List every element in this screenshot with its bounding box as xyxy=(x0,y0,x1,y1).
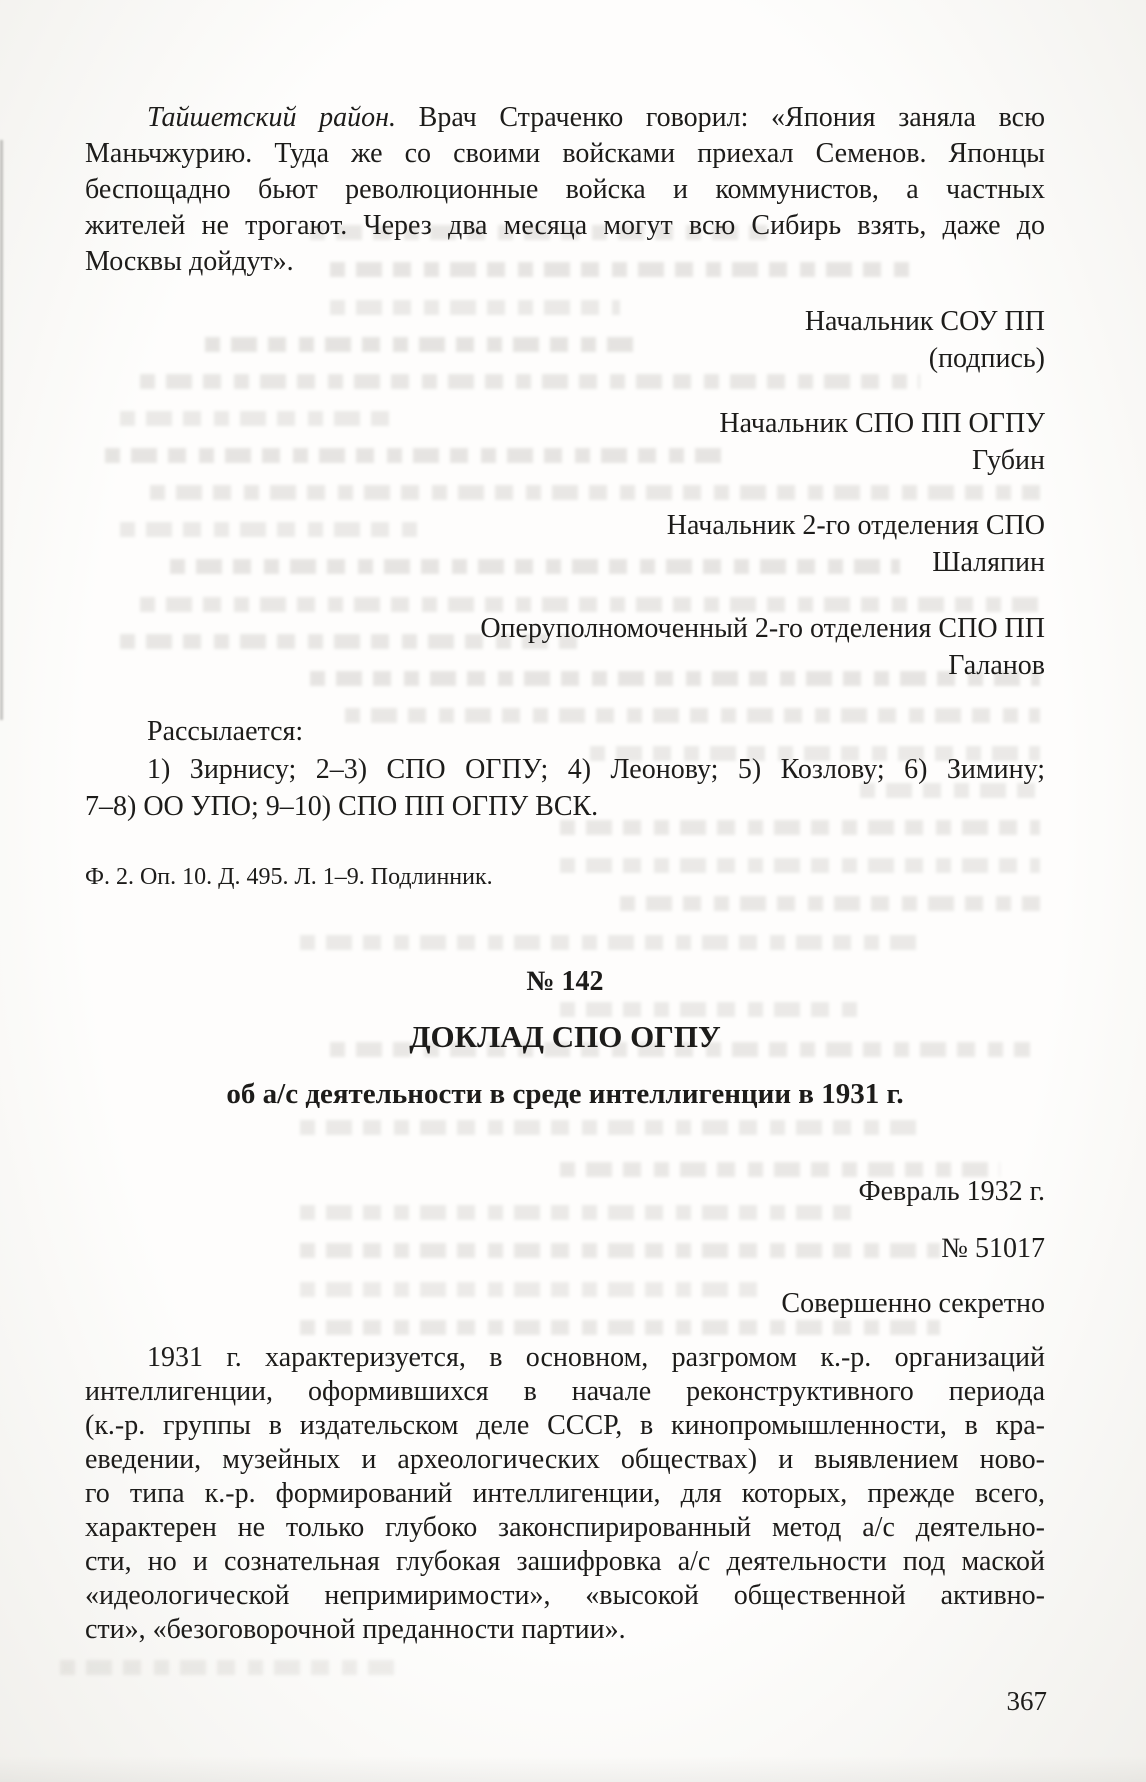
signature-title: Оперуполномоченный 2-го отделения СПО ПП xyxy=(480,613,1045,644)
bleed-through-artifact xyxy=(205,337,635,352)
bleed-through-artifact xyxy=(120,411,400,426)
intro-line1-rest: Врач Страченко говорил: «Япония заняла всю xyxy=(396,102,1045,133)
signature-block xyxy=(805,303,1045,377)
text-line: жителей не трогают. Через два месяца могут всю Сибирь взять, даже до xyxy=(85,210,1045,241)
text-line: интеллигенции, оформившихся в начале реконструктивного периода xyxy=(85,1376,1045,1407)
bleed-through-artifact xyxy=(300,935,920,950)
document-subtitle: об а/с деятельности в среде интеллигенции в 1931 г. xyxy=(226,1078,904,1110)
signature-title: Начальник 2-го отделения СПО xyxy=(666,510,1045,541)
intro-lead-italic: Тайшетский район. xyxy=(147,102,397,133)
bleed-through-artifact xyxy=(300,1120,920,1135)
intro-lines xyxy=(85,136,1045,280)
text-line: беспощадно бьют революционные войска и коммунистов, а частных xyxy=(85,174,1045,205)
document-number-heading: № 142 xyxy=(526,966,604,997)
bleed-through-artifact xyxy=(60,1660,400,1675)
text-line: го типа к.-р. формирований интеллигенции, для которых, прежде всего, xyxy=(85,1478,1045,1509)
document-title: ДОКЛАД СПО ОГПУ xyxy=(409,1019,721,1054)
text-line: характерен не только глубоко законспирированный метод а/с деятельно- xyxy=(85,1512,1045,1543)
bleed-through-artifact xyxy=(330,300,620,315)
signature-name: Галанов xyxy=(948,650,1045,681)
document-ref-number: № 51017 xyxy=(941,1233,1045,1264)
text-line: сти», «безоговорочной преданности партии». xyxy=(85,1614,626,1645)
scan-shading-artifact xyxy=(0,1756,1146,1782)
text-line: еведении, музейных и археологических обществах) и выявлением ново- xyxy=(85,1444,1045,1475)
bleed-through-artifact xyxy=(300,1320,940,1335)
scan-edge-artifact xyxy=(0,140,3,720)
text-line: сти, но и сознательная глубокая зашифровка а/с деятельности под маской xyxy=(85,1546,1045,1577)
signature-name: Шаляпин xyxy=(932,547,1045,578)
signature-name: Губин xyxy=(972,445,1045,476)
document-date: Февраль 1932 г. xyxy=(858,1176,1045,1207)
text-line: 1931 г. характеризуется, в основном, разгромом к.-р. организаций xyxy=(147,1342,1045,1373)
intro-paragraph xyxy=(85,100,1045,280)
signature-block xyxy=(719,405,1045,479)
bleed-through-artifact xyxy=(140,374,920,389)
text-line: 7–8) ОО УПО; 9–10) СПО ПП ОГПУ ВСК. xyxy=(85,791,599,822)
bleed-through-artifact xyxy=(105,448,725,463)
bleed-through-artifact xyxy=(120,522,420,537)
text-line: Маньчжурию. Туда же со своими войсками приехал Семенов. Японцы xyxy=(85,138,1045,169)
bleed-through-artifact xyxy=(300,1282,760,1297)
signature-block xyxy=(667,507,1045,581)
classification-stamp: Совершенно секретно xyxy=(781,1288,1045,1319)
signature-title: Начальник СПО ПП ОГПУ xyxy=(719,408,1045,439)
bleed-through-artifact xyxy=(560,858,1040,873)
archival-reference: Ф. 2. Оп. 10. Д. 495. Л. 1–9. Подлинник. xyxy=(85,864,493,890)
signature-block xyxy=(480,610,1045,684)
bleed-through-artifact xyxy=(300,1243,940,1258)
text-line: (к.-р. группы в издательском деле СССР, в кинопромышленности, в кра- xyxy=(85,1410,1045,1441)
page-number: 367 xyxy=(1006,1686,1047,1716)
signature-name: (подпись) xyxy=(928,343,1045,374)
distribution-list xyxy=(85,751,1045,825)
bleed-through-artifact xyxy=(150,485,1040,500)
text-line: 1) Зирнису; 2–3) СПО ОГПУ; 4) Леонову; 5) Козлову; 6) Зимину; xyxy=(147,754,1045,785)
body-paragraph xyxy=(85,1341,1045,1647)
bleed-through-artifact xyxy=(560,1002,860,1017)
distribution-label-row xyxy=(85,714,1045,750)
signature-title: Начальник СОУ ПП xyxy=(804,306,1045,337)
text-line: «идеологической непримиримости», «высокой общественной активно- xyxy=(85,1580,1045,1611)
bleed-through-artifact xyxy=(620,896,1040,911)
text-line: Москвы дойдут». xyxy=(85,246,294,277)
text-line xyxy=(85,100,1045,136)
bleed-through-artifact xyxy=(300,1205,860,1220)
distribution-label: Рассылается: xyxy=(147,716,304,747)
